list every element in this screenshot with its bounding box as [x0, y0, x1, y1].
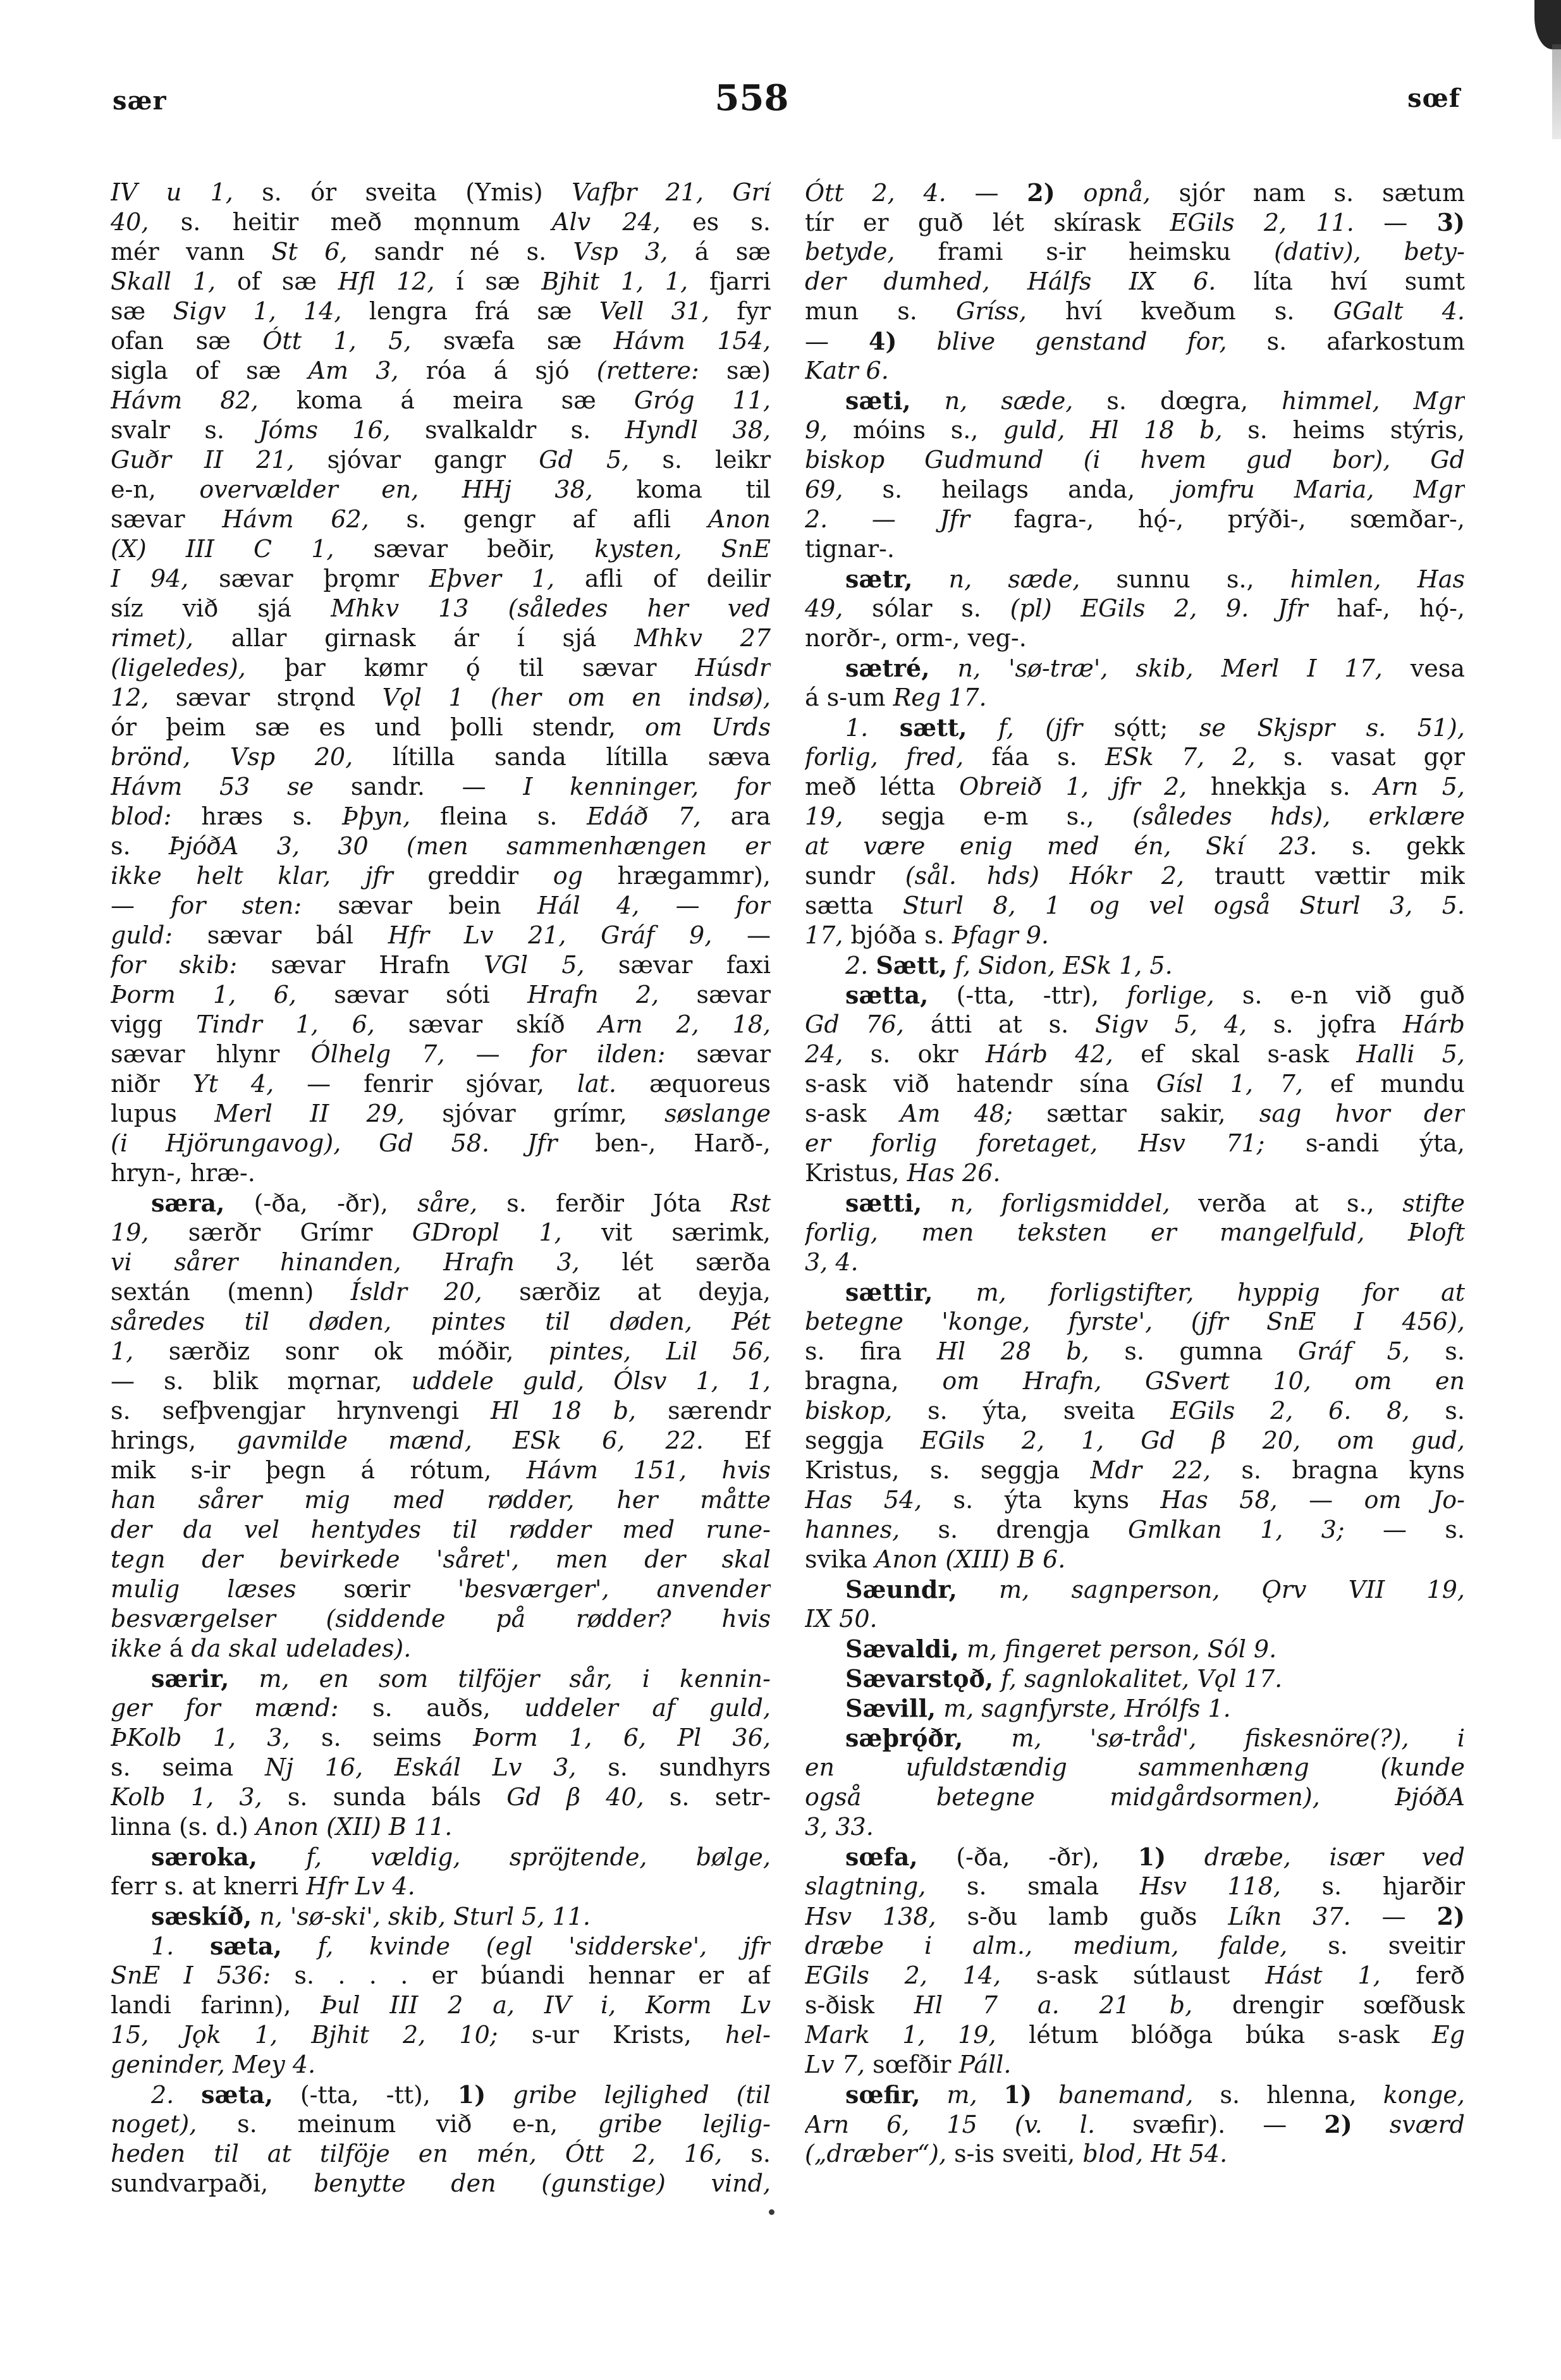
text-line: hryn-, hræ-.: [111, 1159, 255, 1187]
text-line: 9, móins s., guld, Hl 18 b, s. heims stýris,: [805, 416, 1465, 444]
text-line: Sævill, m, sagnfyrste, Hrólfs 1.: [845, 1694, 1231, 1722]
text-line: 17, bjóða s. Þfagr 9.: [805, 921, 1050, 949]
text-line: ikke helt klar, jfr greddir og hrægammr),: [111, 862, 771, 890]
text-line: 69, s. heilags anda, jomfru Maria, Mgr: [805, 475, 1465, 503]
dictionary-entry: [111, 1842, 771, 1901]
text-line: mulig læses sœrir 'besværger', anvender: [111, 1575, 771, 1603]
dictionary-entry: [805, 1574, 1465, 1634]
text-line: sætti, n, forligsmiddel, verða at s., stifte: [845, 1189, 1465, 1217]
text-line: sætr, n, sæde, sunnu s., himlen, Has: [845, 565, 1465, 593]
text-line: 24, s. okr Hárb 42, ef skal s-ask Halli 5,: [805, 1040, 1465, 1068]
text-line: síz við sjá Mhkv 13 (således her ved: [111, 594, 771, 622]
right-column: [805, 178, 1465, 2199]
text-line: 1. sæta, f, kvinde (egl 'sidderske', jfr: [151, 1932, 771, 1960]
text-line: s-ðisk Hl 7 a. 21 b, drengir sœfðusk: [805, 1991, 1465, 2019]
text-line: sæskíð, n, 'sø-ski', skib, Sturl 5, 11.: [151, 1902, 591, 1930]
text-line: sœfa, (-ða, -ðr), 1) dræbe, især ved: [845, 1843, 1465, 1871]
running-head-right-word: sœf: [1407, 83, 1460, 113]
text-line: („dræber“), s-is sveiti, blod, Ht 54.: [805, 2140, 1228, 2168]
text-line: svika Anon (XIII) B 6.: [805, 1545, 1066, 1573]
dictionary-entry: [805, 653, 1465, 713]
running-header: [113, 77, 1460, 128]
text-line: dræbe i alm., medium, falde, s. sveitir: [805, 1932, 1465, 1960]
text-line: landi farinn), Þul III 2 a, IV i, Korm Lv: [111, 1991, 771, 2019]
text-line: sætta, (-tta, -ttr), forlige, s. e-n við guð: [845, 981, 1465, 1009]
text-line: s-ask við hatendr sína Gísl 1, 7, ef mundu: [805, 1070, 1465, 1098]
text-line: 19, særðr Grímr GDropl 1, vit særimk,: [111, 1218, 771, 1246]
text-line: Has 54, s. ýta kyns Has 58, — om Jo-: [805, 1486, 1465, 1514]
text-line: s. sefþvengjar hrynvengi Hl 18 b, særendr: [111, 1397, 771, 1425]
text-line: tignar-.: [805, 535, 895, 563]
text-line: hannes, s. drengja Gmlkan 1, 3; — s.: [805, 1516, 1465, 1543]
dictionary-entry: [111, 2080, 771, 2199]
text-line: heden til at tilföje en mén, Ótt 2, 16, s.: [111, 2140, 771, 2168]
text-line: ger for mænd: s. auðs, uddeler af guld,: [111, 1694, 771, 1722]
dictionary-entry: [805, 386, 1465, 564]
text-line: Kolb 1, 3, s. sunda báls Gd β 40, s. setr-: [111, 1783, 771, 1811]
text-line: sundvarpaði, benytte den (gunstige) vind,: [111, 2169, 771, 2197]
text-line: ofan sæ Ótt 1, 5, svæfa sæ Hávm 154,: [111, 327, 771, 355]
text-line: ferr s. at knerri Hfr Lv 4.: [111, 1872, 415, 1900]
text-line: der dumhed, Hálfs IX 6. líta hví sumt: [805, 267, 1465, 295]
dictionary-entry: [805, 1634, 1465, 1664]
text-line: guld: sævar bál Hfr Lv 21, Gráf 9, —: [111, 921, 771, 949]
text-line: Sævarstǫð, f, sagnlokalitet, Vǫl 17.: [845, 1664, 1283, 1693]
text-line: linna (s. d.) Anon (XII) B 11.: [111, 1813, 453, 1841]
dictionary-entry: [805, 1842, 1465, 2080]
text-line: Þorm 1, 6, sævar sóti Hrafn 2, sævar: [111, 981, 771, 1009]
text-line: sæþrǫ́ðr, m, 'sø-tråd', fiskesnöre(?), i: [845, 1724, 1465, 1752]
text-line: e-n, overvælder en, HHj 38, koma til: [111, 475, 771, 503]
scan-artifact-corner-smudge: [1534, 0, 1561, 49]
text-line: forlig, fred, fáa s. ESk 7, 2, s. vasat gǫr: [805, 743, 1465, 771]
text-line: s. seima Nj 16, Eskál Lv 3, s. sundhyrs: [111, 1753, 771, 1781]
text-line: 2. sæta, (-tta, -tt), 1) gribe lejlighed (til: [151, 2080, 771, 2109]
dictionary-entry: [805, 1723, 1465, 1842]
text-line: besværgelser (siddende på rødder? hvis: [111, 1605, 771, 1633]
text-line: s. fira Hl 28 b, s. gumna Gráf 5, s.: [805, 1337, 1465, 1365]
text-line: (ligeledes), þar kømr ǫ́ til sævar Húsdr: [111, 654, 771, 682]
text-line: Lv 7, sœfðir Páll.: [805, 2051, 1012, 2078]
text-line: norðr-, orm-, veg-.: [805, 624, 1027, 652]
text-line: IV u 1, s. ór sveita (Ymis) Vafþr 21, Grí: [111, 178, 771, 206]
text-line: Kristus, Has 26.: [805, 1159, 1001, 1187]
dictionary-entry: [111, 1931, 771, 2080]
text-line: geninder, Mey 4.: [111, 2051, 316, 2078]
text-line: með létta Obreið 1, jfr 2, hnekkja s. Arn 5,: [805, 773, 1465, 800]
text-line: der da vel hentydes til rødder med rune-: [111, 1516, 771, 1543]
dictionary-entry: [805, 1664, 1465, 1693]
text-line: (X) III C 1, sævar beðir, kysten, SnE: [111, 535, 771, 563]
text-line: vi sårer hinanden, Hrafn 3, lét særða: [111, 1248, 771, 1276]
text-line: 2. — Jfr fagra-, hǫ́-, prýði-, sœmðar-,: [805, 505, 1465, 533]
text-line: særoka, f, vældig, spröjtende, bølge,: [151, 1843, 771, 1871]
text-line: Hávm 82, koma á meira sæ Gróg 11,: [111, 386, 771, 414]
text-line: noget), s. meinum við e-n, gribe lejlig-: [111, 2110, 771, 2138]
text-line: bragna, om Hrafn, GSvert 10, om en: [805, 1367, 1465, 1395]
text-line: Ótt 2, 4. — 2) opnå, sjór nam s. sætum: [805, 178, 1465, 207]
dictionary-entry: [805, 1693, 1465, 1723]
text-line: — s. blik mǫrnar, uddele guld, Ólsv 1, 1,: [111, 1367, 771, 1395]
text-line: s-ask Am 48; sættar sakir, sag hvor der: [805, 1100, 1465, 1127]
two-column-text-body: [111, 178, 1465, 2199]
text-line: — for sten: sævar bein Hál 4, — for: [111, 892, 771, 919]
text-line: blod: hræs s. Þþyn, fleina s. Edáð 7, ara: [111, 802, 771, 830]
text-line: er forlig foretaget, Hsv 71; s-andi ýta,: [805, 1129, 1465, 1157]
text-line: SnE I 536: s. . . . er búandi hennar er af: [111, 1961, 771, 1989]
text-line: 19, segja e-m s., (således hds), erklære: [805, 802, 1465, 830]
text-line: Kristus, s. seggja Mdr 22, s. bragna kyns: [805, 1456, 1465, 1484]
text-line: ikke á da skal udelades).: [111, 1635, 412, 1662]
text-line: forlig, men teksten er mangelfuld, Þloft: [805, 1218, 1465, 1246]
text-line: EGils 2, 14, s-ask sútlaust Hást 1, ferð: [805, 1961, 1465, 1989]
text-line: betegne 'konge, fyrste', (jfr SnE I 456),: [805, 1308, 1465, 1335]
text-line: biskop, s. ýta, sveita EGils 2, 6. 8, s.: [805, 1397, 1465, 1425]
page-number: 558: [714, 77, 789, 119]
text-line: sæti, n, sæde, s. dœgra, himmel, Mgr: [845, 386, 1465, 415]
dictionary-entry: [111, 1901, 771, 1931]
dictionary-entry: [805, 178, 1465, 386]
dictionary-entry: [111, 1664, 771, 1842]
text-line: Guðr II 21, sjóvar gangr Gd 5, s. leikr: [111, 446, 771, 474]
text-line: 40, s. heitir með mǫnnum Alv 24, es s.: [111, 208, 771, 236]
dictionary-entry: [805, 2080, 1465, 2169]
text-line: særir, m, en som tilföjer sår, i kennin-: [151, 1664, 771, 1693]
text-line: Mark 1, 19, létum blóðga búka s-ask Eg: [805, 2021, 1465, 2049]
text-line: vigg Tindr 1, 6, sævar skíð Arn 2, 18,: [111, 1010, 771, 1038]
text-line: sundr (sål. hds) Hókr 2, trautt vættir mik: [805, 862, 1465, 890]
text-line: lupus Merl II 29, sjóvar grímr, søslange: [111, 1100, 771, 1127]
text-line: 3, 33.: [805, 1813, 874, 1841]
text-line: at være enig med én, Skí 23. s. gekk: [805, 832, 1465, 860]
running-head-left-word: sær: [113, 86, 167, 116]
text-line: sigla of sæ Am 3, róa á sjó (rettere: sæ): [111, 357, 771, 384]
text-line: sævar hlynr Ólhelg 7, — for ilden: sævar: [111, 1040, 771, 1068]
text-line: IX 50.: [805, 1605, 878, 1633]
text-line: 1. sætt, f, (jfr sǫ́tt; se Skjspr s. 51),: [845, 713, 1465, 742]
text-line: Katr 6.: [805, 357, 889, 384]
dictionary-entry: [805, 564, 1465, 653]
text-line: for skib: sævar Hrafn VGl 5, sævar faxi: [111, 951, 771, 979]
text-line: hrings, gavmilde mænd, ESk 6, 22. Ef: [111, 1426, 771, 1454]
text-line: 15, Jǫk 1, Bjhit 2, 10; s-ur Krists, hel-: [111, 2021, 771, 2049]
text-line: 2. Sætt, f, Sidon, ESk 1, 5.: [845, 951, 1173, 979]
scan-artifact-dot: [769, 2209, 774, 2215]
dictionary-entry: [805, 980, 1465, 1188]
text-line: rimet), allar girnask ár í sjá Mhkv 27: [111, 624, 771, 652]
text-line: slagtning, s. smala Hsv 118, s. hjarðir: [805, 1872, 1465, 1900]
dictionary-entry: [805, 713, 1465, 950]
text-line: en ufuldstændig sammenhæng (kunde: [805, 1753, 1465, 1781]
text-line: sextán (menn) Ísldr 20, særðiz at deyja,: [111, 1278, 771, 1306]
text-line: Gd 76, átti at s. Sigv 5, 4, s. jǫfra Hárb: [805, 1010, 1465, 1038]
dictionary-entry: [805, 1188, 1465, 1277]
text-line: han sårer mig med rødder, her måtte: [111, 1486, 771, 1514]
text-line: såredes til døden, pintes til døden, Pét: [111, 1308, 771, 1335]
left-column: [111, 178, 771, 2199]
dictionary-entry: [805, 950, 1465, 980]
text-line: sætré, n, 'sø-træ', skib, Merl I 17, vesa: [845, 654, 1465, 682]
text-line: særa, (-ða, -ðr), såre, s. ferðir Jóta Rst: [151, 1189, 771, 1217]
text-line: 12, sævar strǫnd Vǫl 1 (her om en indsø),: [111, 684, 771, 711]
text-line: Hávm 53 se sandr. — I kenninger, for: [111, 773, 771, 800]
text-line: mik s-ir þegn á rótum, Hávm 151, hvis: [111, 1456, 771, 1484]
dictionary-entry: [805, 1277, 1465, 1574]
text-line: Skall 1, of sæ Hfl 12, í sæ Bjhit 1, 1, fjarri: [111, 267, 771, 295]
text-line: mun s. Gríss, hví kveðum s. GGalt 4.: [805, 297, 1465, 325]
text-line: sætta Sturl 8, 1 og vel også Sturl 3, 5.: [805, 892, 1465, 919]
text-line: Sævaldi, m, fingeret person, Sól 9.: [845, 1635, 1277, 1663]
text-line: sœfir, m, 1) banemand, s. hlenna, konge,: [845, 2080, 1465, 2109]
dictionary-entry: [111, 178, 771, 1188]
text-line: tegn der bevirkede 'såret', men der skal: [111, 1545, 771, 1573]
text-line: tír er guð lét skírask EGils 2, 11. — 3): [805, 208, 1465, 236]
text-line: seggja EGils 2, 1, Gd β 20, om gud,: [805, 1426, 1465, 1454]
text-line: — 4) blive genstand for, s. afarkostum: [805, 327, 1465, 355]
text-line: s. ÞjóðA 3, 30 (men sammenhængen er: [111, 832, 771, 860]
text-line: Sæundr, m, sagnperson, Ǫrv VII 19,: [845, 1575, 1465, 1604]
text-line: brönd, Vsp 20, lítilla sanda lítilla sæva: [111, 743, 771, 771]
text-line: biskop Gudmund (i hvem gud bor), Gd: [805, 446, 1465, 474]
text-line: á s-um Reg 17.: [805, 684, 987, 711]
text-line: også betegne midgårdsormen), ÞjóðA: [805, 1783, 1465, 1811]
text-line: sættir, m, forligstifter, hyppig for at: [845, 1278, 1465, 1306]
text-line: Hsv 138, s-ðu lamb guðs Líkn 37. — 2): [805, 1902, 1465, 1930]
text-line: 3, 4.: [805, 1248, 859, 1276]
text-line: I 94, sævar þrǫmr Eþver 1, afli of deilir: [111, 565, 771, 592]
text-line: ÞKolb 1, 3, s. seims Þorm 1, 6, Pl 36,: [111, 1724, 771, 1751]
text-line: 1, særðiz sonr ok móðir, pintes, Lil 56,: [111, 1337, 771, 1365]
scan-artifact-edge-streak: [1552, 44, 1561, 139]
text-line: ór þeim sæ es und þolli stendr, om Urds: [111, 713, 771, 741]
text-line: betyde, frami s-ir heimsku (dativ), bety-: [805, 238, 1465, 266]
text-line: 49, sólar s. (pl) EGils 2, 9. Jfr haf-, hǫ́-,: [805, 594, 1465, 622]
text-line: niðr Yt 4, — fenrir sjóvar, lat. æquoreus: [111, 1070, 771, 1098]
text-line: Arn 6, 15 (v. l. svæfir). — 2) sværd: [805, 2110, 1465, 2138]
text-line: sæ Sigv 1, 14, lengra frá sæ Vell 31, fyr: [111, 297, 771, 325]
text-line: svalr s. Jóms 16, svalkaldr s. Hyndl 38,: [111, 416, 771, 444]
text-line: mér vann St 6, sandr né s. Vsp 3, á sæ: [111, 238, 771, 266]
dictionary-entry: [111, 1188, 771, 1664]
text-line: (i Hjörungavog), Gd 58. Jfr ben-, Harð-,: [111, 1129, 771, 1157]
text-line: sævar Hávm 62, s. gengr af afli Anon: [111, 505, 771, 533]
